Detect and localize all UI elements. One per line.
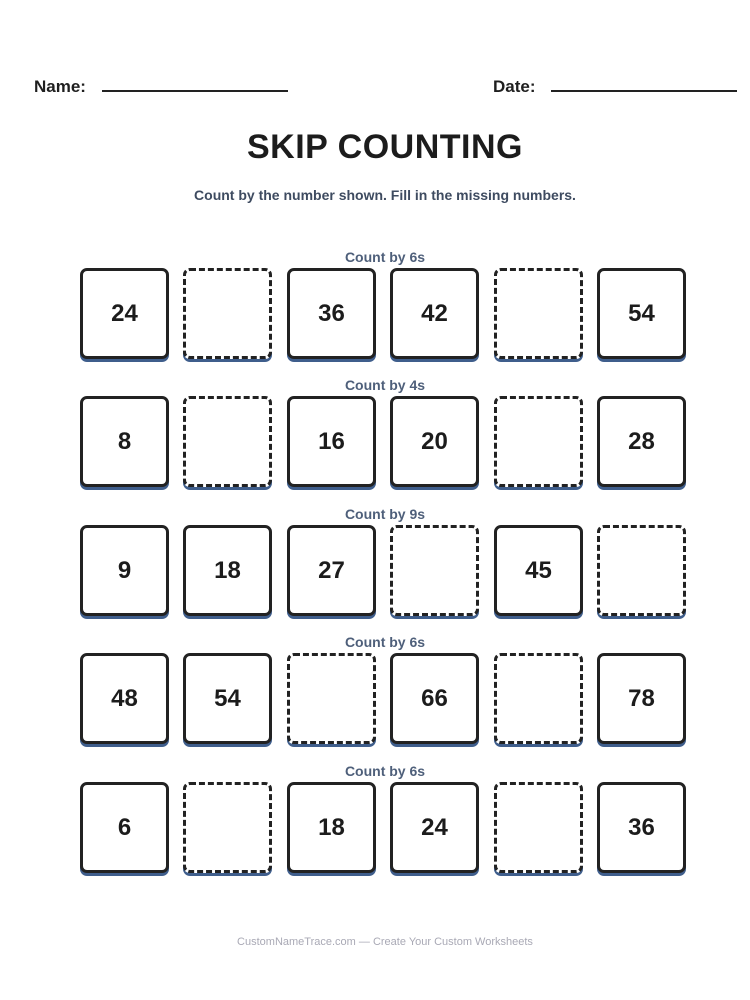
box-number: 6 (117, 813, 132, 841)
number-box (80, 782, 169, 873)
name-field (34, 76, 294, 98)
box-number: 36 (628, 813, 655, 841)
number-box (390, 782, 479, 873)
number-box (494, 525, 583, 616)
row-label: Count by 6s (344, 249, 426, 265)
box-number: 8 (117, 427, 132, 455)
number-box (597, 782, 686, 873)
number-box (390, 653, 479, 744)
box-number: 36 (318, 299, 345, 327)
blank-answer-box[interactable] (287, 653, 376, 744)
page-title: SKIP COUNTING (246, 128, 523, 166)
number-box (287, 782, 376, 873)
number-box (80, 268, 169, 359)
blank-answer-box[interactable] (494, 268, 583, 359)
date-field (493, 76, 743, 98)
blank-answer-box[interactable] (494, 396, 583, 487)
row-label: Count by 6s (344, 763, 426, 779)
blank-answer-box[interactable] (183, 396, 272, 487)
box-number: 9 (117, 556, 132, 584)
blank-answer-box[interactable] (494, 653, 583, 744)
number-box (80, 396, 169, 487)
blank-answer-box[interactable] (597, 525, 686, 616)
box-number: 54 (628, 299, 655, 327)
number-box (287, 525, 376, 616)
name-label: Name: (34, 77, 86, 96)
blank-answer-box[interactable] (183, 268, 272, 359)
box-number: 48 (111, 684, 138, 712)
row-label: Count by 6s (344, 634, 426, 650)
box-number: 27 (318, 556, 345, 584)
number-box (183, 653, 272, 744)
box-number: 20 (421, 427, 448, 455)
number-box (80, 653, 169, 744)
box-number: 16 (318, 427, 345, 455)
blank-answer-box[interactable] (183, 782, 272, 873)
box-number: 45 (525, 556, 552, 584)
number-box (183, 525, 272, 616)
box-number: 42 (421, 299, 448, 327)
box-number: 78 (628, 684, 655, 712)
box-number: 24 (111, 299, 138, 327)
footer-credit: CustomNameTrace.com — Create Your Custom Worksheets (237, 936, 533, 948)
row-label: Count by 4s (344, 377, 426, 393)
row-label: Count by 9s (344, 506, 426, 522)
number-box (80, 525, 169, 616)
number-box (597, 396, 686, 487)
instructions: Count by the number shown. Fill in the missing numbers. (194, 187, 576, 203)
number-box (597, 268, 686, 359)
date-line[interactable] (551, 90, 737, 92)
number-box (390, 268, 479, 359)
blank-answer-box[interactable] (390, 525, 479, 616)
box-number: 66 (421, 684, 448, 712)
blank-answer-box[interactable] (494, 782, 583, 873)
box-number: 18 (214, 556, 241, 584)
box-number: 54 (214, 684, 241, 712)
box-number: 18 (318, 813, 345, 841)
number-box (287, 268, 376, 359)
name-line[interactable] (102, 90, 288, 92)
number-box (597, 653, 686, 744)
box-number: 28 (628, 427, 655, 455)
number-box (390, 396, 479, 487)
date-label: Date: (493, 77, 536, 96)
number-box (287, 396, 376, 487)
box-number: 24 (421, 813, 448, 841)
